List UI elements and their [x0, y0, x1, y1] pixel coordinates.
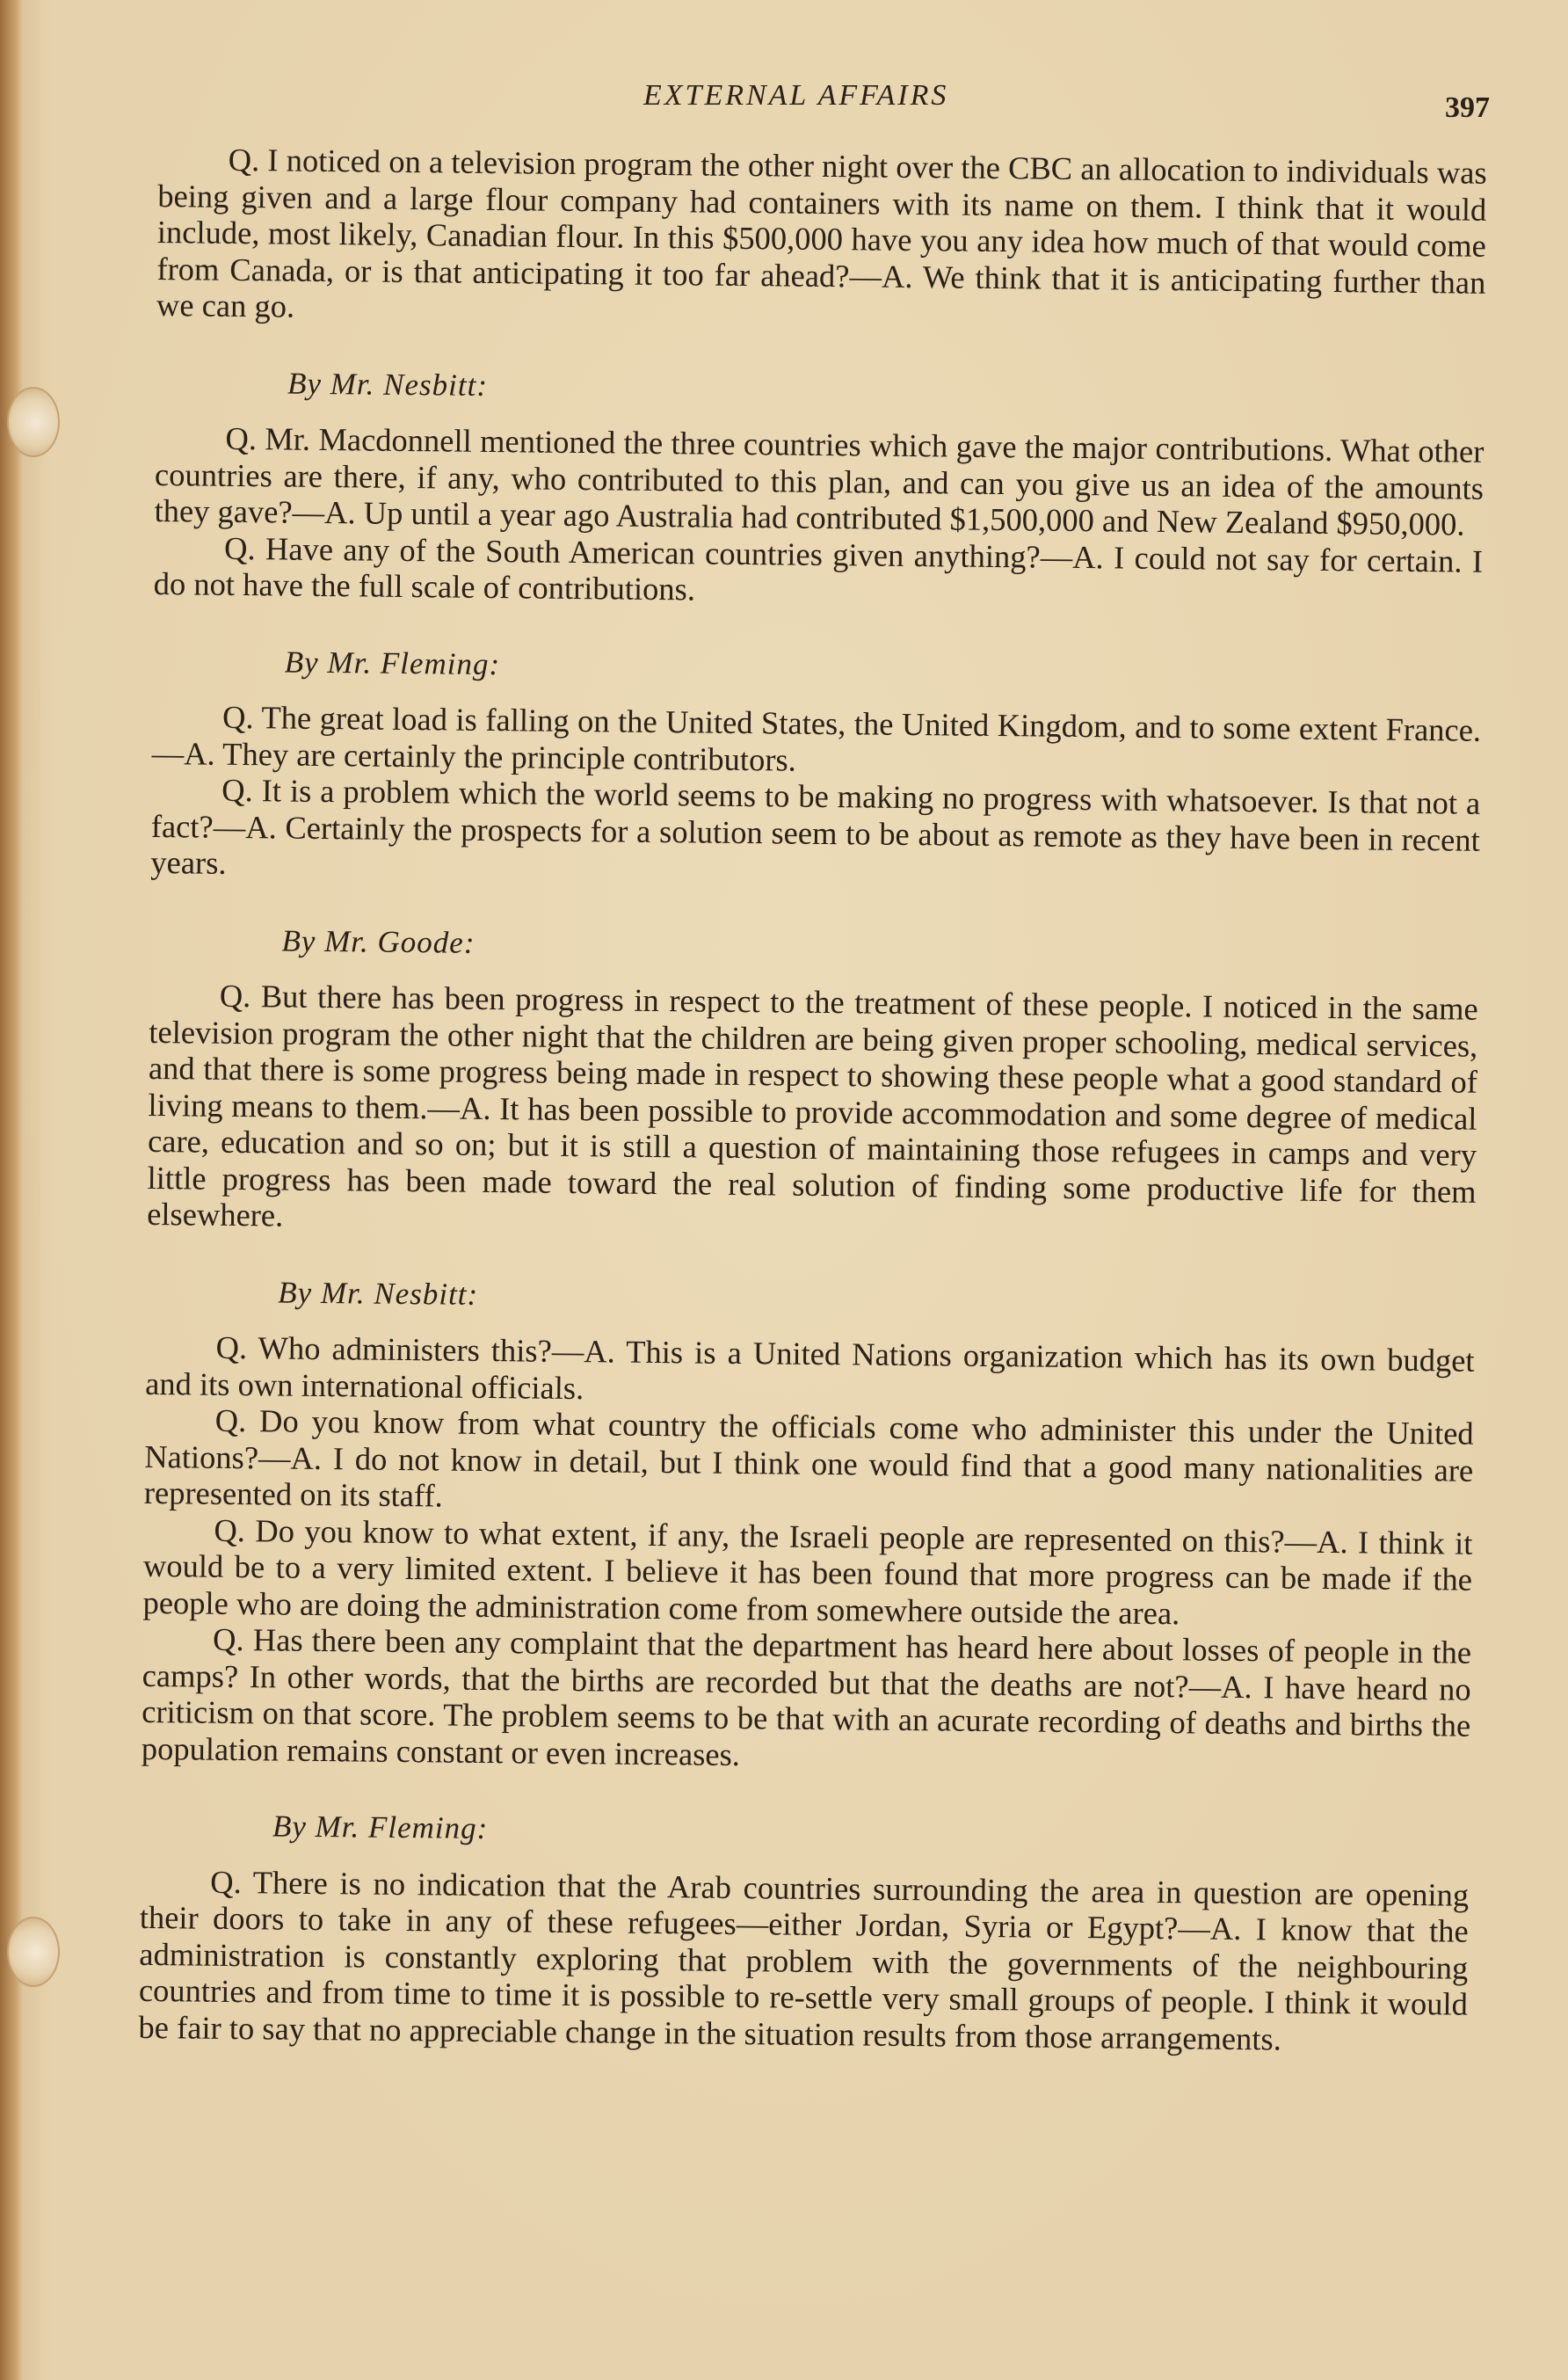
binding-hole-upper: [7, 387, 60, 457]
transcript-paragraph: Q. The great load is falling on the United States, the United Kingdom, and to some extent France.—A. They are certainly the principle contributors.: [151, 698, 1482, 778]
transcript-paragraph: Q. Do you know to what extent, if any, the Israeli people are represented on this?—A. I think it would be to a very limited extent. I believe it has been found that more progress can be made if the people who are doing the administration come from somewhere outside the area.: [142, 1511, 1473, 1631]
speaker-heading: By Mr. Goode:: [281, 923, 475, 960]
transcript-paragraph: Q. Do you know from what country the officials come who administer this under the United Nations?—A. I do not know in detail, but I think one would find that a good many nationalities are represented on its staff.: [143, 1401, 1474, 1514]
transcript-paragraph: Q. Mr. Macdonnell mentioned the three countries which gave the major contributions. What other countries are there, if any, who contributed to this plan, and can you give us an idea of the amounts they gave?—A. Up until a year ago Australia had contributed $1,500,000 and New Zealand $950,000.: [154, 419, 1485, 542]
speaker-heading: By Mr. Nesbitt:: [278, 1275, 479, 1312]
speaker-heading: By Mr. Nesbitt:: [287, 366, 489, 403]
transcript-paragraph: Q. It is a problem which the world seems to be making no progress with whatsoever. Is that not a fact?—A. Certainly the prospects for a solution seem to be about as remote as they have been in recent years.: [150, 771, 1481, 881]
transcript-body: [138, 141, 1487, 2059]
running-title: EXTERNAL AFFAIRS: [643, 79, 949, 112]
binding-hole-lower: [7, 1917, 60, 1987]
transcript-paragraph: Q. Has there been any complaint that the department has heard here about losses of people in the camps? In other words, that the births are recorded but that the deaths are not?—A. I have heard no criticism on that score. The problem seems to be that with an acurate recording of deaths and births the population remains constant or even increases.: [141, 1620, 1472, 1772]
speaker-heading: By Mr. Fleming:: [284, 644, 501, 681]
transcript-paragraph: Q. But there has been progress in respect to the treatment of these people. I noticed in the same television program the other night that the children are being given proper schooling, medical services, and that there is some progress being made in respect to showing these people what a good standard of living means to them.—A. It has been possible to provide accommodation and some degree of medical care, education and so on; but it is still a question of maintaining those refugees in camps and very little progress has been made toward the real solution of finding some productive life for them elsewhere.: [147, 977, 1478, 1234]
transcript-paragraph: Q. Have any of the South American countries given anything?—A. I could not say for certain. I do not have the full scale of contributions.: [153, 529, 1484, 608]
transcript-paragraph: Q. Who administers this?—A. This is a United Nations organization which has its own budget and its own international officials.: [144, 1328, 1475, 1406]
speaker-heading: By Mr. Fleming:: [272, 1809, 489, 1846]
page-number: 397: [1445, 91, 1490, 124]
book-spine-edge: [0, 0, 23, 2380]
transcript-paragraph: Q. I noticed on a television program the other night over the CBC an allocation to individuals was being given and a large flour company had containers with its name on them. I think that it would include, most likely, Canadian flour. In this $500,000 have you any idea how much of that would come from Canada, or is that anticipating it too far ahead?—A. We think that it is anticipating further than we can go.: [156, 141, 1487, 324]
page-header: [0, 76, 1568, 124]
transcript-paragraph: Q. There is no indication that the Arab countries surrounding the area in question are opening their doors to take in any of these refugees—either Jordan, Syria or Egypt?—A. I know that the administration is constantly exploring that problem with the governments of the neighbouring countries and from time to time it is possible to re-settle very small groups of people. I think it would be fair to say that no appreciable change in the situation results from those arrangements.: [138, 1863, 1470, 2056]
